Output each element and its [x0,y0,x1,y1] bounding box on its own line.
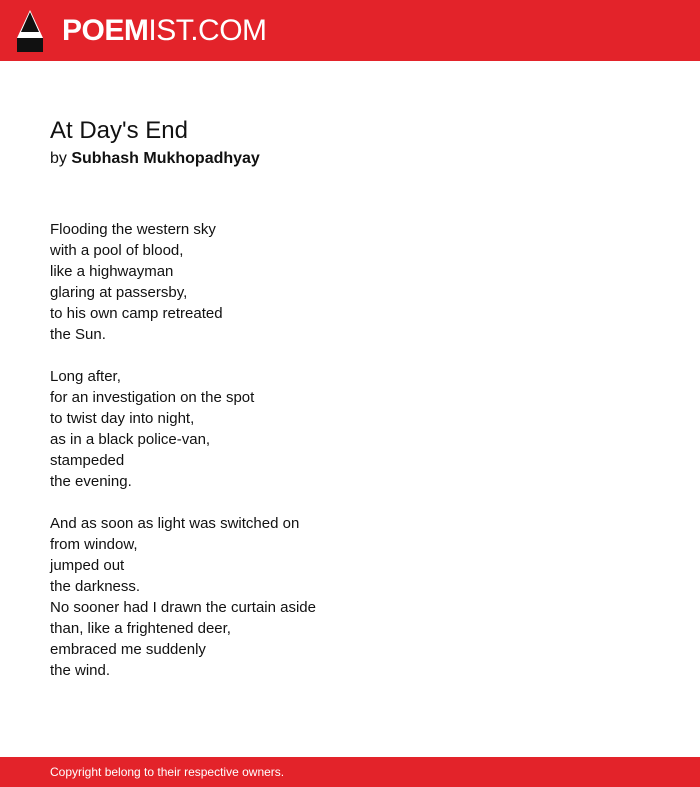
poem-line: Long after, [50,368,121,385]
poem-title: At Day's End [50,117,188,144]
poem-stanza [50,219,316,345]
poem-line: the evening. [50,473,132,490]
poem-line: with a pool of blood, [50,242,184,259]
poem-body [50,219,316,702]
poem-stanza [50,513,316,681]
poem-byline [50,148,260,170]
poem-line: And as soon as light was switched on [50,515,300,532]
poem-line: the wind. [50,662,111,679]
poem-author: Subhash Mukhopadhyay [71,150,260,167]
poem-line: stampeded [50,452,125,469]
site-header [0,0,700,61]
poem-line: like a highwayman [50,263,174,280]
poem-line: the Sun. [50,326,106,343]
poem-line: No sooner had I drawn the curtain aside [50,599,316,616]
poem-line: glaring at passersby, [50,284,188,301]
poem-line: the darkness. [50,578,141,595]
brand-bold: POEM [62,14,149,47]
poem-line: from window, [50,536,138,553]
poem-line: for an investigation on the spot [50,389,255,406]
site-logo-text[interactable] [62,13,267,49]
poem-line: to his own camp retreated [50,305,223,322]
poem-line: embraced me suddenly [50,641,206,658]
pencil-tip-icon[interactable] [17,10,43,52]
poem-line: to twist day into night, [50,410,195,427]
poem-stanza [50,366,316,492]
site-footer [0,757,700,787]
poem-line: as in a black police-van, [50,431,211,448]
brand-light: IST.COM [148,14,267,47]
poem-line: than, like a frightened deer, [50,620,231,637]
copyright-notice: Copyright belong to their respective owners. [50,765,285,779]
by-label: by [50,150,67,167]
poem-line: Flooding the western sky [50,221,216,238]
poem-line: jumped out [50,557,125,574]
